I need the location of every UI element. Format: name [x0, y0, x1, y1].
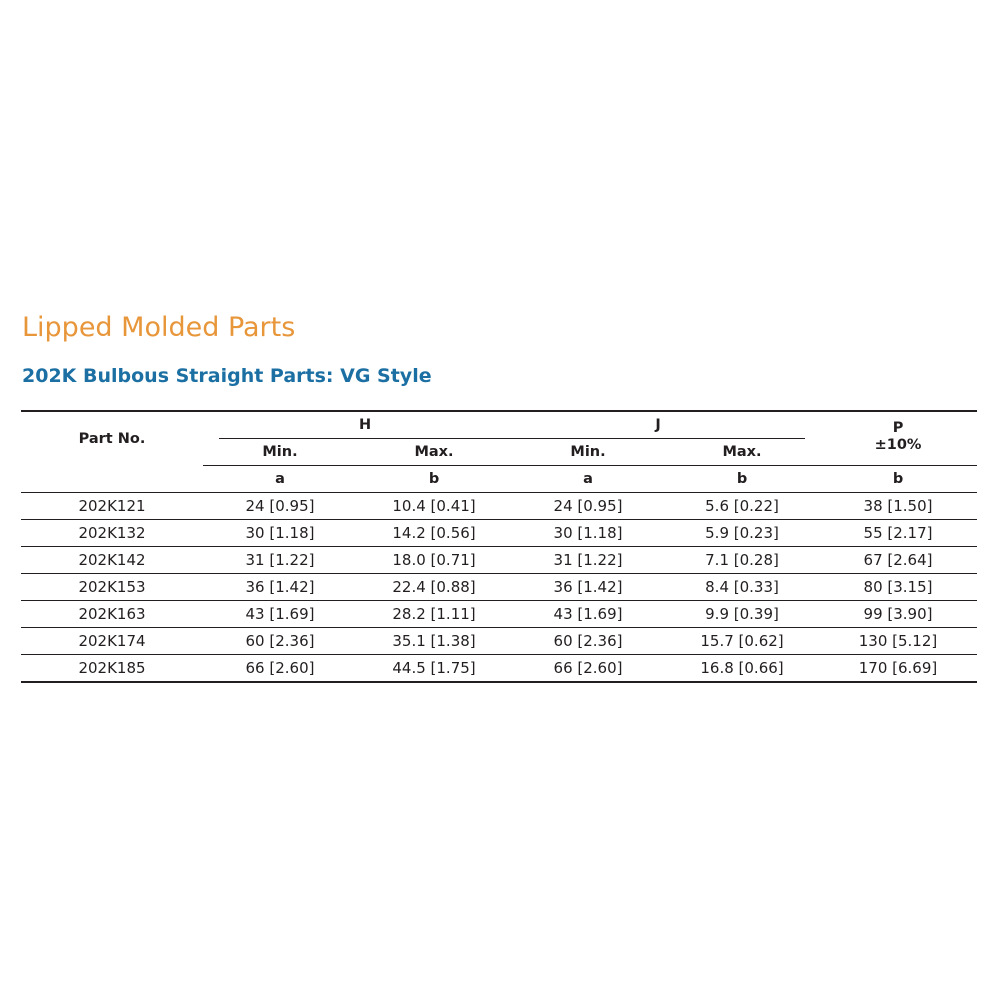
table-row	[21, 655, 977, 683]
h-max-cell: 35.1 [1.38]	[357, 628, 511, 655]
h-max-cell: 18.0 [0.71]	[357, 547, 511, 574]
h-min-cell: 24 [0.95]	[203, 493, 357, 520]
j-min-cell: 66 [2.60]	[553, 659, 623, 677]
j-min-cell: 43 [1.69]	[511, 601, 665, 628]
j-max-cell: 8.4 [0.33]	[665, 574, 819, 601]
table-row	[21, 601, 977, 628]
p-label: P	[892, 419, 904, 436]
p-unit: b	[819, 466, 977, 493]
j-max-cell: 9.9 [0.39]	[665, 601, 819, 628]
h-min-cell: 30 [1.18]	[203, 520, 357, 547]
p-cell: 38 [1.50]	[819, 493, 977, 520]
h-max-cell: 22.4 [0.88]	[357, 574, 511, 601]
part-no-cell: 202K153	[21, 574, 203, 601]
p-cell: 99 [3.90]	[819, 601, 977, 628]
table-body	[21, 493, 977, 683]
product-series-title: 202K Bulbous Straight Parts: VG Style	[22, 365, 432, 387]
j-min-unit: a	[511, 466, 665, 493]
header-row-units	[21, 466, 977, 493]
j-max-cell: 5.6 [0.22]	[665, 493, 819, 520]
p-cell: 80 [3.15]	[819, 574, 977, 601]
h-min-header: Min.	[203, 439, 357, 466]
table-row	[21, 574, 977, 601]
h-max-cell: 14.2 [0.56]	[357, 520, 511, 547]
h-group-label: H	[219, 412, 511, 439]
part-no-unit-blank	[21, 466, 203, 493]
table-row	[21, 493, 977, 520]
h-max-cell: 28.2 [1.11]	[357, 601, 511, 628]
h-max-cell: 44.5 [1.75]	[392, 659, 476, 677]
part-no-cell: 202K132	[21, 520, 203, 547]
h-min-unit: a	[203, 466, 357, 493]
h-min-cell: 36 [1.42]	[203, 574, 357, 601]
part-no-cell: 202K142	[21, 547, 203, 574]
section-title: Lipped Molded Parts	[22, 312, 296, 343]
j-max-cell: 16.8 [0.66]	[700, 659, 784, 677]
part-no-cell: 202K121	[21, 493, 203, 520]
p-tolerance: ±10%	[874, 436, 922, 453]
table-row	[21, 520, 977, 547]
p-cell: 170 [6.69]	[858, 659, 938, 677]
j-max-unit: b	[665, 466, 819, 493]
j-min-cell: 24 [0.95]	[511, 493, 665, 520]
j-max-cell: 7.1 [0.28]	[665, 547, 819, 574]
p-header	[819, 411, 977, 466]
table-row	[21, 547, 977, 574]
table-row	[21, 628, 977, 655]
j-group-label: J	[511, 412, 805, 439]
j-min-header: Min.	[511, 439, 665, 466]
j-min-cell: 31 [1.22]	[511, 547, 665, 574]
j-min-cell: 60 [2.36]	[511, 628, 665, 655]
part-no-cell: 202K185	[78, 659, 146, 677]
j-group-header	[511, 411, 819, 439]
j-max-header: Max.	[665, 439, 819, 466]
part-no-header: Part No.	[78, 430, 146, 447]
part-no-cell: 202K174	[21, 628, 203, 655]
j-max-cell: 15.7 [0.62]	[665, 628, 819, 655]
table-header	[21, 411, 977, 493]
h-min-cell: 60 [2.36]	[203, 628, 357, 655]
part-no-cell: 202K163	[21, 601, 203, 628]
h-max-header: Max.	[357, 439, 511, 466]
h-min-cell: 31 [1.22]	[203, 547, 357, 574]
h-max-unit: b	[357, 466, 511, 493]
header-row-groups	[21, 411, 977, 439]
p-cell: 67 [2.64]	[819, 547, 977, 574]
h-group-header	[203, 411, 511, 439]
h-max-cell: 10.4 [0.41]	[357, 493, 511, 520]
p-cell: 130 [5.12]	[819, 628, 977, 655]
h-min-cell: 43 [1.69]	[203, 601, 357, 628]
p-cell: 55 [2.17]	[819, 520, 977, 547]
j-min-cell: 30 [1.18]	[511, 520, 665, 547]
h-min-cell: 66 [2.60]	[245, 659, 315, 677]
j-max-cell: 5.9 [0.23]	[665, 520, 819, 547]
dimensions-table	[21, 410, 977, 683]
j-min-cell: 36 [1.42]	[511, 574, 665, 601]
